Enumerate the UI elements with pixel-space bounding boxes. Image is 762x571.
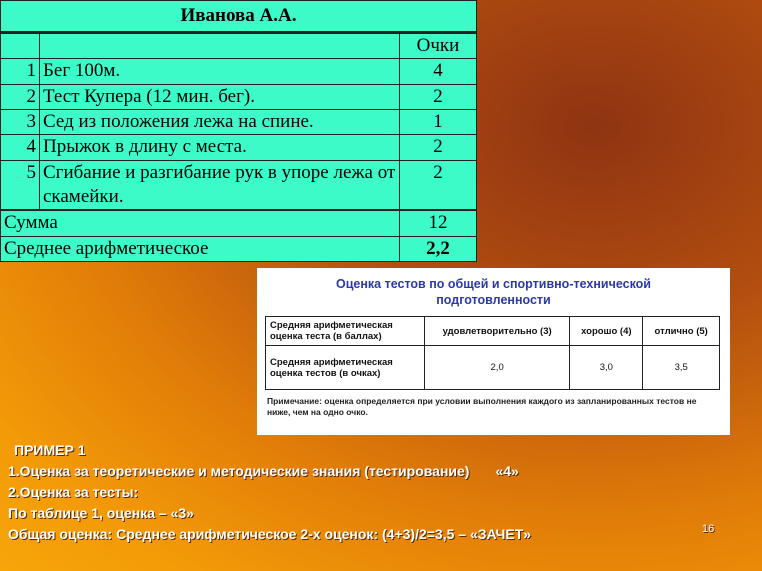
student-name: Иванова А.А.: [1, 1, 477, 33]
table-row: [266, 317, 720, 346]
example-line-2: 2.Оценка за тесты:: [8, 484, 139, 500]
table-row: 4 Прыжок в длину с места. 2: [1, 135, 477, 160]
grade-value: 2,0: [425, 346, 570, 390]
test-score: 2: [400, 135, 477, 160]
test-score: 2: [400, 160, 477, 210]
sum-label: Сумма: [1, 210, 400, 236]
test-score: 4: [400, 59, 477, 84]
row-label: Средняя арифметическая оценка тестов (в очках): [266, 346, 425, 390]
example-line-3: По таблице 1, оценка – «3»: [8, 505, 194, 521]
test-name: Прыжок в длину с места.: [40, 135, 400, 160]
table-row: 3 Сед из положения лежа на спине. 1: [1, 110, 477, 135]
average-value: 2,2: [400, 236, 477, 261]
table-row: 5 Сгибание и разгибание рук в упоре лежа от скамейки. 2: [1, 160, 477, 210]
scores-table: [0, 0, 477, 262]
score-header: Очки: [400, 33, 477, 59]
test-name: Бег 100м.: [40, 59, 400, 84]
test-name: Тест Купера (12 мин. бег).: [40, 84, 400, 109]
average-row: [1, 236, 477, 261]
theory-grade: «4»: [495, 463, 519, 479]
page-number: 16: [702, 523, 715, 535]
test-name: Сед из положения лежа на спине.: [40, 110, 400, 135]
table-row: [266, 346, 720, 390]
test-score: 1: [400, 110, 477, 135]
table-row: 1 Бег 100м. 4: [1, 59, 477, 84]
average-label: Среднее арифметическое: [1, 236, 400, 261]
grade-header: хорошо (4): [570, 317, 643, 346]
grade-value: 3,0: [570, 346, 643, 390]
grading-panel: [257, 268, 730, 435]
panel-note: Примечание: оценка определяется при условии выполнения каждого из запланированных тестов не ниже, чем на одно очко.: [267, 396, 697, 417]
example-block: [8, 440, 708, 545]
test-score: 2: [400, 84, 477, 109]
grade-header: отлично (5): [643, 317, 720, 346]
example-line-4: Общая оценка: Среднее арифметическое 2-х оценок: (4+3)/2=3,5 – «ЗАЧЕТ»: [8, 526, 532, 542]
row-label: Средняя арифметическая оценка теста (в баллах): [266, 317, 425, 346]
test-name: Сгибание и разгибание рук в упоре лежа от скамейки.: [40, 160, 400, 210]
grade-value: 3,5: [643, 346, 720, 390]
sum-row: [1, 210, 477, 236]
example-line-1: 1.Оценка за теоретические и методические знания (тестирование) «4»: [8, 463, 519, 479]
table-row: 2 Тест Купера (12 мин. бег). 2: [1, 84, 477, 109]
example-heading: ПРИМЕР 1: [14, 442, 86, 458]
grading-table: [265, 316, 720, 390]
panel-title: Оценка тестов по общей и спортивно-технической подготовленности: [336, 277, 651, 307]
sum-value: 12: [400, 210, 477, 236]
grade-header: удовлетворительно (3): [425, 317, 570, 346]
